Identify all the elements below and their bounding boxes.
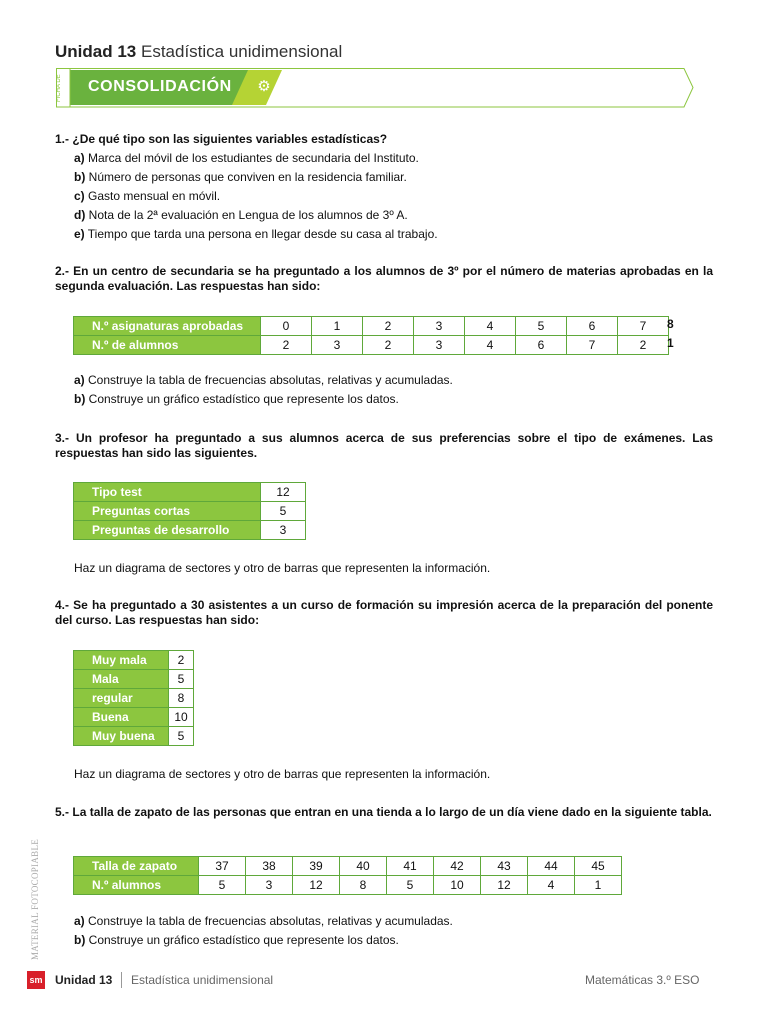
list-item: e) Tiempo que tarda una persona en llegar desde su casa al trabajo. xyxy=(74,227,438,241)
publisher-logo: sm xyxy=(27,971,45,989)
question-5-items xyxy=(74,912,453,950)
table-row: Preguntas de desarrollo 3 xyxy=(74,521,306,540)
question-4-note: Haz un diagrama de sectores y otro de barras que representen la información. xyxy=(74,767,491,781)
question-2-title: 2.- En un centro de secundaria se ha preguntado a los alumnos de 3º por el número de materias aprobadas en la segunda evaluación. Las respuestas han sido: xyxy=(55,264,713,293)
list-item: b) Número de personas que conviven en la residencia familiar. xyxy=(74,170,407,184)
table-row: Talla de zapato 37 38 39 40 41 42 43 44 45 xyxy=(74,857,622,876)
table-row: Mala 5 xyxy=(74,670,194,689)
overflow-value: 1 xyxy=(667,336,674,350)
list-item: a) Construye la tabla de frecuencias absolutas, relativas y acumuladas. xyxy=(74,914,453,928)
shoe-size-table xyxy=(73,856,622,895)
list-item: a) Marca del móvil de los estudiantes de secundaria del Instituto. xyxy=(74,151,419,165)
list-item: a) Construye la tabla de frecuencias absolutas, relativas y acumuladas. xyxy=(74,373,453,387)
list-item: b) Construye un gráfico estadístico que represente los datos. xyxy=(74,392,399,406)
unit-label: Unidad 13 xyxy=(55,42,137,61)
list-item: b) Construye un gráfico estadístico que represente los datos. xyxy=(74,933,399,947)
course-rating-table xyxy=(73,650,194,746)
table-row: Buena 10 xyxy=(74,708,194,727)
footer-unit-label: Unidad 13 xyxy=(55,973,113,987)
question-2-items xyxy=(74,371,453,409)
footer-course: Matemáticas 3.º ESO xyxy=(585,973,700,987)
subjects-table xyxy=(73,316,669,355)
banner-small-label: FICHA DE xyxy=(56,74,62,102)
gear-icon: ⚙ xyxy=(257,78,271,95)
table-row: N.º asignaturas aprobadas 0 1 2 3 4 5 6 7 xyxy=(74,317,669,336)
table-row: Preguntas cortas 5 xyxy=(74,502,306,521)
photocopiable-label: MATERIAL FOTOCOPIABLE xyxy=(30,838,40,960)
table-row: regular 8 xyxy=(74,689,194,708)
list-item: d) Nota de la 2ª evaluación en Lengua de los alumnos de 3º A. xyxy=(74,208,408,222)
question-4-title: 4.- Se ha preguntado a 30 asistentes a un curso de formación su impresión acerca de la preparación del ponente del curso. Las respuestas han sido: xyxy=(55,598,713,627)
table-row: N.º de alumnos 2 3 2 3 4 6 7 2 xyxy=(74,336,669,355)
table-row: Tipo test 12 xyxy=(74,483,306,502)
footer-unit-title: Estadística unidimensional xyxy=(131,973,274,987)
table-row: N.º alumnos 5 3 12 8 5 10 12 4 1 xyxy=(74,876,622,895)
overflow-value: 8 xyxy=(667,317,674,331)
question-1-title: 1.- ¿De qué tipo son las siguientes variables estadísticas? xyxy=(55,132,388,146)
question-3-note: Haz un diagrama de sectores y otro de barras que representen la información. xyxy=(74,561,491,575)
footer-divider xyxy=(121,972,122,988)
table-row: Muy mala 2 xyxy=(74,651,194,670)
question-3-title: 3.- Un profesor ha preguntado a sus alumnos acerca de sus preferencias sobre el tipo de exámenes. Las respuestas han sido las siguientes. xyxy=(55,431,713,460)
unit-title: Estadística unidimensional xyxy=(140,42,343,61)
question-1-items xyxy=(74,149,438,244)
table-row: Muy buena 5 xyxy=(74,727,194,746)
page-title xyxy=(55,42,342,62)
exam-preferences-table xyxy=(73,482,306,540)
banner-label: CONSOLIDACIÓN xyxy=(88,78,232,95)
list-item: c) Gasto mensual en móvil. xyxy=(74,189,221,203)
question-5-title: 5.- La talla de zapato de las personas que entran en una tienda a lo largo de un día viene dado en la siguiente tabla. xyxy=(55,805,712,819)
